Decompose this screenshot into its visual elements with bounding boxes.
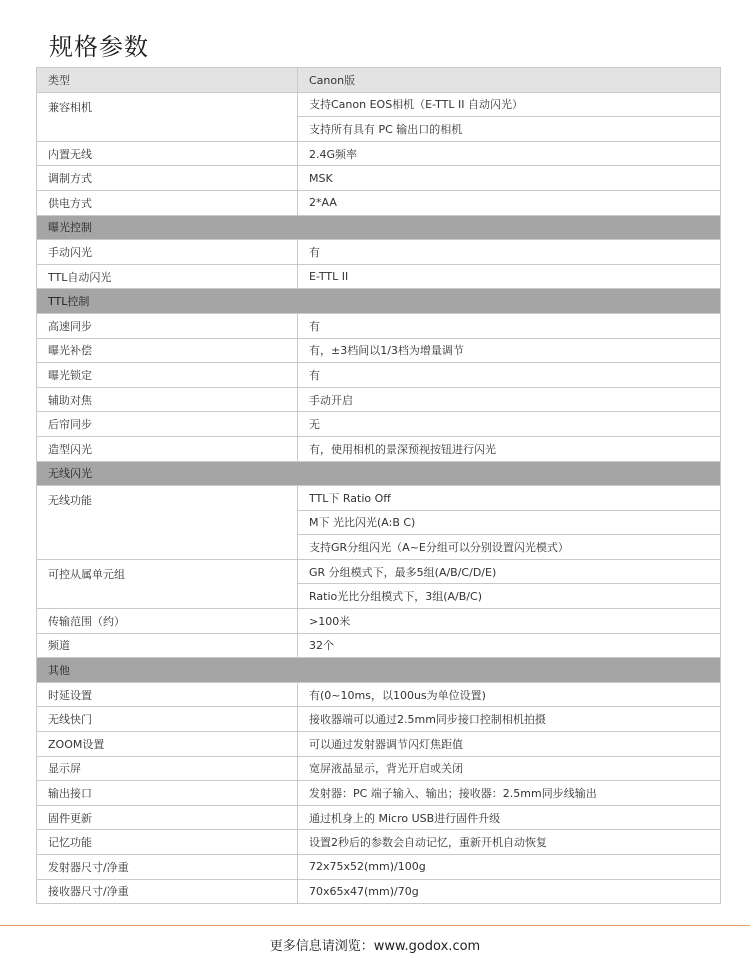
spec-label: 造型闪光 [37,436,298,461]
spec-label: 频道 [37,633,298,658]
spec-label: ZOOM设置 [37,732,298,757]
spec-label: 调制方式 [37,166,298,191]
table-row [37,805,721,830]
table-row [37,190,721,215]
spec-value: 无 [298,412,721,437]
table-row [37,92,721,117]
spec-label: 辅助对焦 [37,387,298,412]
spec-label: 曝光补偿 [37,338,298,363]
table-row [37,781,721,806]
footer-divider [0,925,750,926]
spec-value: 设置2秒后的参数会自动记忆，重新开机自动恢复 [298,830,721,855]
section-title: 无线闪光 [37,461,721,486]
table-row [37,682,721,707]
table-row [37,313,721,338]
table-row [37,830,721,855]
spec-label: 输出接口 [37,781,298,806]
spec-value: 2*AA [298,190,721,215]
spec-label: 后帘同步 [37,412,298,437]
section-title: 曝光控制 [37,215,721,240]
spec-label: 固件更新 [37,805,298,830]
spec-table [36,67,721,904]
spec-label: 手动闪光 [37,240,298,265]
table-row [37,609,721,634]
header-type-label: 类型 [37,68,298,93]
spec-value: 32个 [298,633,721,658]
spec-label: 无线功能 [37,486,298,560]
spec-value: 接收器端可以通过2.5mm同步接口控制相机拍摄 [298,707,721,732]
spec-value: 发射器：PC 端子输入、输出；接收器：2.5mm同步线输出 [298,781,721,806]
section-title: TTL控制 [37,289,721,314]
spec-value: 有，使用相机的景深预视按钮进行闪光 [298,436,721,461]
table-row [37,240,721,265]
spec-label: 兼容相机 [37,92,298,141]
spec-label: 供电方式 [37,190,298,215]
spec-value: >100米 [298,609,721,634]
section-header-row [37,461,721,486]
spec-value: MSK [298,166,721,191]
page-title: 规格参数 [49,33,149,61]
spec-label: 无线快门 [37,707,298,732]
spec-label: 传输范围（约） [37,609,298,634]
spec-label: 高速同步 [37,313,298,338]
footer-text: 更多信息请浏览：www.godox.com [269,939,481,954]
spec-label: 接收器尺寸/净重 [37,879,298,904]
table-row [37,633,721,658]
section-header-row [37,658,721,683]
spec-value: 2.4G频率 [298,141,721,166]
table-row [37,855,721,880]
spec-value: 支持GR分组闪光（A~E分组可以分别设置闪光模式） [298,535,721,560]
section-title: 其他 [37,658,721,683]
spec-value: E-TTL II [298,264,721,289]
spec-value: 手动开启 [298,387,721,412]
table-header-row [37,68,721,93]
table-row [37,166,721,191]
spec-value: 有 [298,363,721,388]
table-row [37,264,721,289]
table-row [37,436,721,461]
table-row [37,387,721,412]
spec-value: 有(0~10ms，以100us为单位设置) [298,682,721,707]
table-row [37,707,721,732]
spec-value: 支持Canon EOS相机（E-TTL II 自动闪光） [298,92,721,117]
spec-value: TTL下 Ratio Off [298,486,721,511]
spec-value: M下 光比闪光(A:B C) [298,510,721,535]
spec-label: 显示屏 [37,756,298,781]
spec-value: Ratio光比分组模式下，3组(A/B/C) [298,584,721,609]
table-row [37,756,721,781]
table-row [37,559,721,584]
spec-label: 记忆功能 [37,830,298,855]
spec-label: 曝光锁定 [37,363,298,388]
spec-label: 内置无线 [37,141,298,166]
spec-value: 通过机身上的 Micro USB进行固件升级 [298,805,721,830]
header-model-label: Canon版 [298,68,721,93]
spec-value: GR 分组模式下，最多5组(A/B/C/D/E) [298,559,721,584]
spec-label: TTL自动闪光 [37,264,298,289]
spec-value: 有，±3档间以1/3档为增量调节 [298,338,721,363]
table-row [37,486,721,511]
spec-label: 可控从属单元组 [37,559,298,608]
spec-value: 宽屏液晶显示，背光开启或关闭 [298,756,721,781]
table-row [37,363,721,388]
table-row [37,412,721,437]
spec-value: 有 [298,240,721,265]
section-header-row [37,289,721,314]
table-row [37,338,721,363]
table-row [37,732,721,757]
spec-value: 72x75x52(mm)/100g [298,855,721,880]
section-header-row [37,215,721,240]
spec-value: 70x65x47(mm)/70g [298,879,721,904]
spec-value: 可以通过发射器调节闪灯焦距值 [298,732,721,757]
table-row [37,879,721,904]
spec-label: 发射器尺寸/净重 [37,855,298,880]
spec-value: 有 [298,313,721,338]
spec-table-body [37,68,721,904]
spec-label: 时延设置 [37,682,298,707]
table-row [37,141,721,166]
spec-value: 支持所有具有 PC 输出口的相机 [298,117,721,142]
